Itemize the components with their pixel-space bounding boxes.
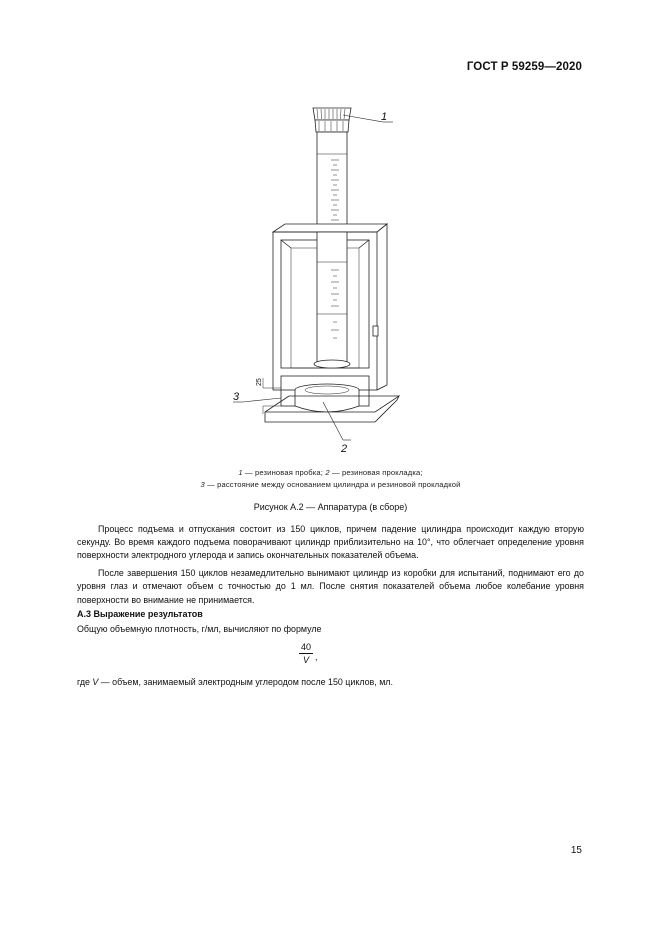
callout-2: 2 [341,443,348,455]
formula-numerator: 40 [300,642,311,652]
callout-1: 1 [381,111,388,123]
apparatus-drawing [225,100,405,460]
callout-3: 3 [233,391,240,403]
formula-comma: , [315,652,318,662]
page-number: 15 [570,845,582,856]
legend-line-1: 1 — резиновая пробка; 2 — резиновая прокладка; [238,468,423,477]
formula-intro: Общую объемную плотность, г/мл, вычисляют по формуле [77,624,322,634]
standard-code: ГОСТ Р 59259—2020 [466,61,582,73]
paragraph: После завершения 150 циклов незамедлительно вынимают цилиндр из коробки для испытаний, поднимают его до уровня глаз и отмечают объем с точностью до 1 мл. После снятия показателей объема любое колебание уровня поверхности во внимание не принимается. [77,568,584,605]
legend-line-2: 3 — расстояние между основанием цилиндра и резиновой прокладкой [200,479,461,489]
figure-title: Рисунок А.2 — Аппаратура (в сборе) [253,502,408,512]
formula-denominator: V [302,655,309,665]
section-heading: А.3 Выражение результатов [77,609,203,619]
paragraph: Процесс подъема и отпускания состоит из 150 циклов, причем падение цилиндра происходит каждую вторую секунду. Во время каждого подъема поворачивают цилиндр приблизительно на 10°, что облегчает определение уровня поверхности электродного углерода и запись окончательных показателей объема. [77,524,584,561]
dimension-label: 25 [256,378,263,386]
body-text [77,523,584,611]
where-clause: где V — объем, занимаемый электродным углеродом после 150 циклов, мл. [77,677,393,687]
figure-legend [0,467,661,490]
formula [299,642,331,665]
